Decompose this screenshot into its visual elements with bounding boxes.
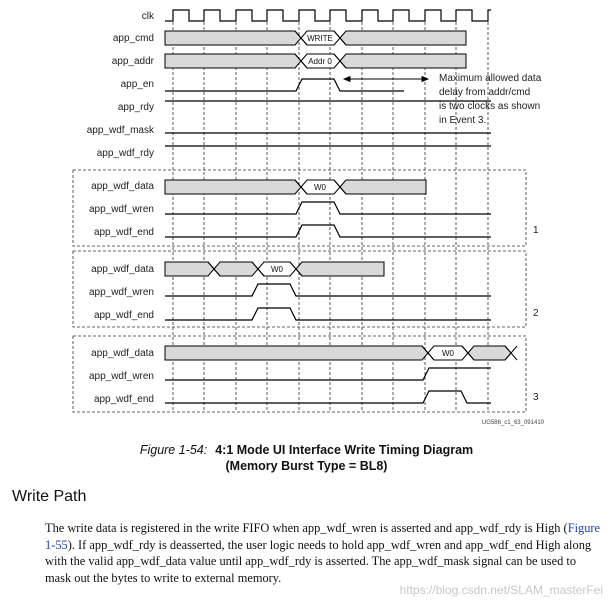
event-2-w0-label: W0 (271, 265, 283, 274)
event-3-label-app-wdf-data: app_wdf_data (91, 348, 154, 359)
signal-label-app-rdy: app_rdy (117, 102, 154, 113)
signal-label-app-wdf-mask: app_wdf_mask (86, 125, 154, 136)
event-2-label-app-wdf-wren: app_wdf_wren (88, 287, 154, 298)
app-en-waveform (165, 79, 404, 91)
figure-caption-line-1 (0, 442, 613, 458)
event-2-end-waveform (165, 308, 491, 320)
section-title: Write Path (12, 488, 87, 505)
event-1-label-app-wdf-end: app_wdf_end (93, 227, 154, 238)
body-paragraph (45, 520, 605, 586)
event-1-label-app-wdf-data: app_wdf_data (91, 181, 154, 192)
paragraph-part-1: The write data is registered in the write FIFO when app_wdf_wren is asserted and app_wdf_rdy is High ( (45, 521, 568, 535)
annotation-line-4: in Event 3. (439, 115, 487, 126)
figure-title: 4:1 Mode UI Interface Write Timing Diagram (215, 443, 474, 457)
event-number-3: 3 (533, 392, 539, 403)
event-3-wren-waveform (165, 368, 491, 380)
event-1-data-waveform (165, 180, 426, 194)
event-1-w0-label: W0 (314, 183, 326, 192)
figure-subtitle: (Memory Burst Type = BL8) (225, 459, 388, 473)
event-3-data-waveform (165, 346, 517, 360)
figure-1-55-link[interactable]: Figure 1-55 (45, 521, 601, 552)
signal-label-app-addr: app_addr (111, 56, 154, 67)
event-2-label-app-wdf-end: app_wdf_end (93, 310, 154, 321)
event-3-w0-label: W0 (442, 349, 454, 358)
signal-label-clk: clk (141, 11, 154, 22)
event-3-label-app-wdf-wren: app_wdf_wren (88, 371, 154, 382)
app-cmd-bus-label: WRITE (307, 34, 333, 43)
event-2-label-app-wdf-data: app_wdf_data (91, 264, 154, 275)
event-3-label-app-wdf-end: app_wdf_end (93, 394, 154, 405)
event-number-1: 1 (533, 225, 539, 236)
event-1-end-waveform (165, 225, 491, 237)
annotation-line-1: Maximum allowed data (439, 73, 542, 84)
clk-waveform (165, 10, 491, 21)
annotation-line-3: is two clocks as shown (439, 101, 541, 112)
event-2-wren-waveform (165, 284, 491, 296)
delay-annotation-arrow (344, 77, 428, 82)
figure-id: UG586_c1_63_091410 (481, 420, 544, 426)
annotation-line-2: delay from addr/cmd (439, 87, 531, 98)
event-1-label-app-wdf-wren: app_wdf_wren (88, 204, 154, 215)
event-3-end-waveform (165, 391, 491, 403)
figure-number: Figure 1-54: (139, 443, 208, 457)
event-number-2: 2 (533, 308, 539, 319)
figure-caption-line-2 (0, 458, 613, 474)
signal-label-app-cmd: app_cmd (112, 33, 154, 44)
paragraph-part-2: ). If app_wdf_rdy is deasserted, the user logic needs to hold app_wdf_wren and app_wdf_end High along with the valid app_wdf_data value until app_wdf_rdy is asserted. The app_wdf_mask signal can be used to mask out the bytes to write to external memory. (45, 537, 592, 585)
signal-label-app-en: app_en (120, 79, 154, 90)
signal-label-app-wdf-rdy: app_wdf_rdy (96, 148, 154, 159)
app-addr-bus-label: Addr 0 (308, 57, 332, 66)
event-1-wren-waveform (165, 202, 491, 214)
watermark: https://blog.csdn.net/SLAM_masterFei (399, 583, 603, 597)
